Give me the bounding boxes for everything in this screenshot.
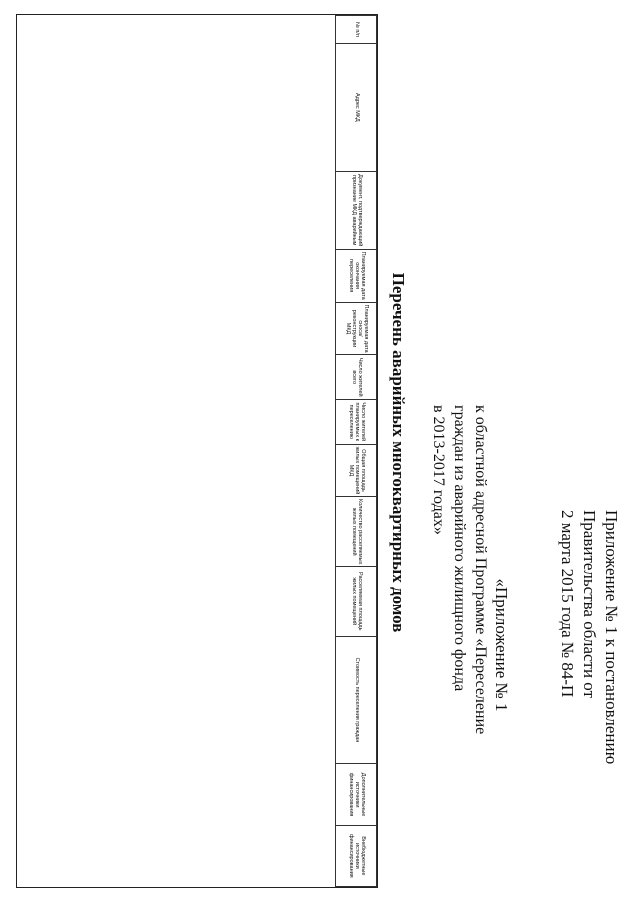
houses-table — [16, 14, 378, 888]
table-header-cell: Расселяемая площадь жилых помещений — [336, 566, 377, 636]
table-header-cell: Адрес МКД — [336, 43, 377, 171]
table-header-cell: Планируемая дата окончания переселения — [336, 249, 377, 302]
program-note-line: к областной адресной Программе «Переселение — [471, 405, 489, 735]
table-header-cell: Общая площадь жилых помещений МКД — [336, 444, 377, 497]
appendix-line: Приложение № 1 к постановлению — [602, 510, 621, 765]
program-note — [428, 405, 512, 885]
table-header-row — [336, 16, 377, 887]
table-header-cell: Дополнительные источники финансирования — [336, 764, 377, 825]
table-header-cell: Стоимость переселения граждан — [336, 636, 377, 764]
table-header-cell: Внебюджетные источники финансирования — [336, 825, 377, 886]
program-note-title: «Приложение № 1 — [492, 578, 511, 712]
table-header-cell: Число жителей всего — [336, 355, 377, 400]
table-header-cell: Число жителей планируемых к переселению — [336, 399, 377, 444]
appendix-line: Правительства области от — [580, 510, 600, 699]
table-header-cell: Количество расселяемых жилых помещений — [336, 497, 377, 567]
appendix-reference — [557, 510, 622, 890]
program-note-line: в 2013-2017 годах» — [430, 405, 448, 535]
table-header-cell: Планируемая дата сноса/реконструкции МКД — [336, 302, 377, 355]
table-body — [18, 16, 336, 887]
document-title: Перечень аварийных многоквартирных домов — [389, 272, 408, 633]
houses-grid — [17, 15, 377, 887]
appendix-line: 2 марта 2015 года № 84-П — [558, 510, 578, 698]
table-header-cell: № п/п — [336, 16, 377, 44]
program-note-line: граждан из аварийного жилищного фонда — [451, 405, 469, 692]
table-header-cell: Документ, подтверждающий признание МКД аварийным — [336, 171, 377, 249]
